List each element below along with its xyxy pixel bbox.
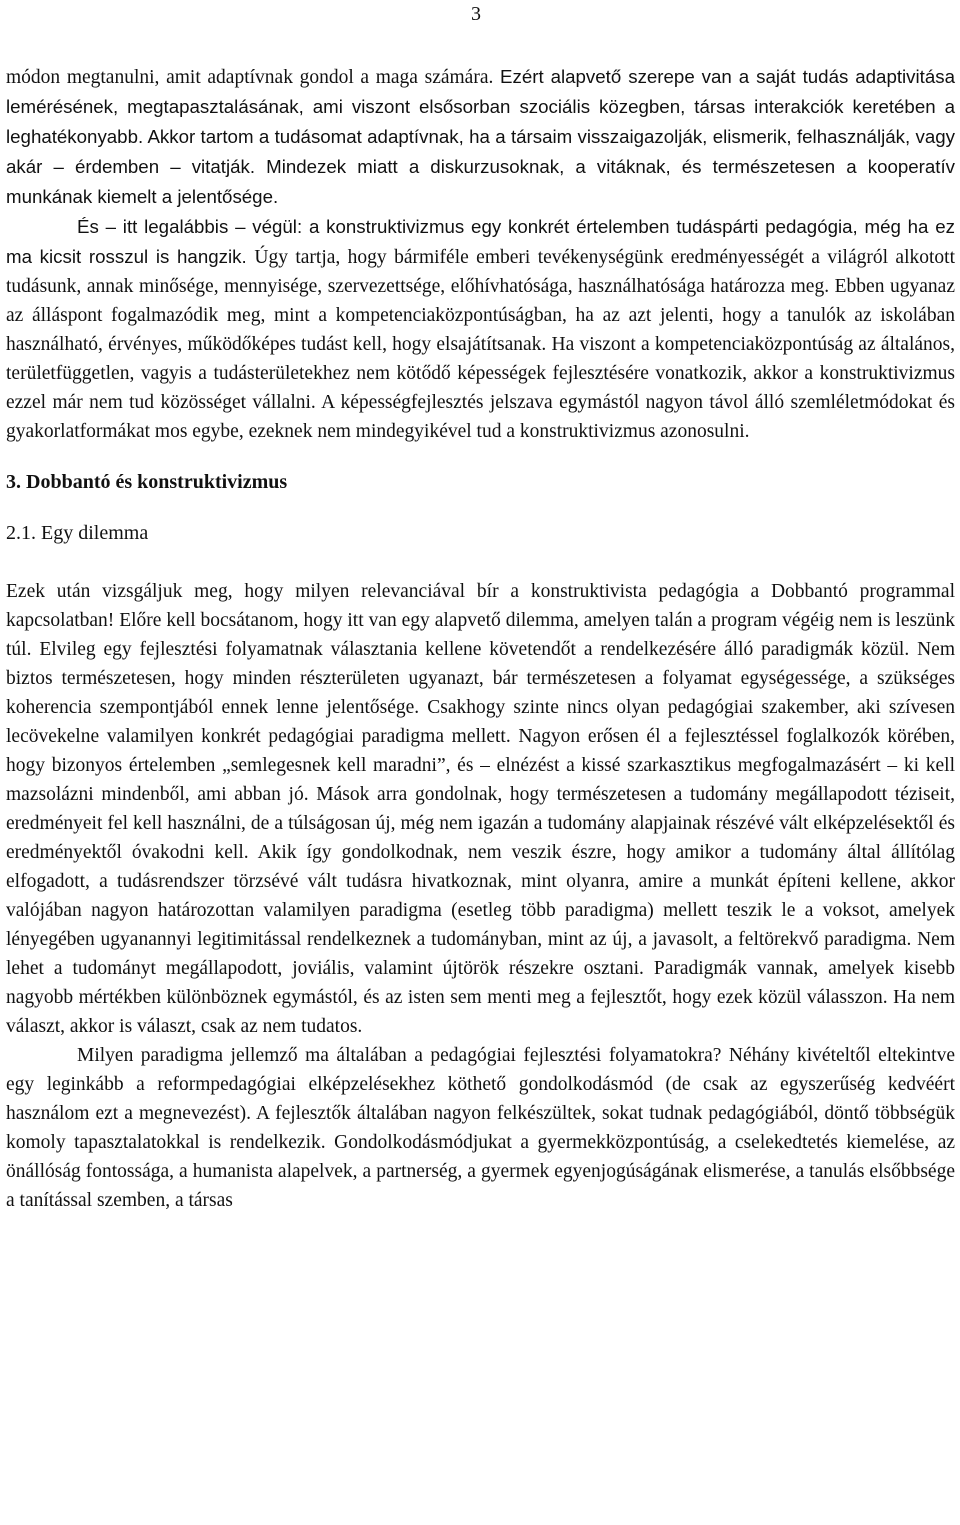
paragraph-adaptive-knowledge-lead: módon megtanulni, amit adaptívnak gondol a maga számára. — [6, 67, 501, 88]
document-body — [6, 62, 955, 1215]
paragraph-knowledge-centered-rest: Úgy tartja, hogy bármiféle emberi tevékenységünk eredményességét a világról alkotott tudásunk, annak minősége, mennyisége, szervezettsége, előhívhatósága, használhatósága határozza meg. Ebben ugyanaz az álláspont fogalmazódik meg, mint a kompetenciaközpontúságban, ha az azt jelenti, hogy a tanulók az iskolában használható, érvényes, működőképes tudást kell, hogy elsajátítsanak. Ha viszont a kompetenciaközpontúság az általános, területfüggetlen, vagyis a tudásterületekhez nem kötődő képességek fejlesztésére vonatkozik, akkor a konstruktivizmus ezzel már nem tud közösséget vállalni. A képességfejlesztés jelszava egymástól nagyon távol álló szemléletmódokat és gyakorlatformákat mos egybe, ezeknek nem mindegyikével tud a konstruktivizmus azonosulni. — [6, 247, 955, 442]
paragraph-knowledge-centered — [6, 212, 955, 446]
paragraph-adaptive-knowledge — [6, 62, 955, 212]
paragraph-paradigm: Milyen paradigma jellemző ma általában a pedagógiai fejlesztési folyamatokra? Néhány kivételtől eltekintve egy leginkább a reformpedagógiai elképzelésekhez köthető gondolkodásmód (de csak az egyszerűség kedvéért használom ezt a megnevezést). A fejlesztők általában nagyon felkészültek, sokat tudnak pedagógiából, döntő többségük komoly tapasztalatokkal is rendelkezik. Gondolkodásmódjukat a gyermekközpontúság, a cselekedtetés kiemelése, az önállóság fontossága, a humanista alapelvek, a partnerség, a gyermek egyenjogúságának elismerése, a tanulás elsőbbsége a tanítással szemben, a társas — [6, 1045, 955, 1211]
spacer — [6, 548, 955, 577]
subsection-heading: 2.1. Egy dilemma — [6, 522, 149, 544]
paragraph-dilemma: Ezek után vizsgáljuk meg, hogy milyen relevanciával bír a konstruktivista pedagógia a Dobbantó programmal kapcsolatban! Előre kell bocsátanom, hogy itt van egy alapvető dilemma, amelyen talán a program végéig nem is leszünk túl. Elvileg egy fejlesztési folyamatnak választania kellene követendőt a rendelkezésére álló paradigmák közül. Nem biztos természetesen, hogy minden részterületen ugyanazt, bár természetesen a folyamat egységessége, a szükséges koherencia szempontjából ennek lenne jelentősége. Csakhogy szinte nincs olyan pedagógiai szakember, aki szívesen lecövekelne valamilyen konkrét pedagógiai paradigma mellett. Nagyon erősen él a fejlesztéssel foglalkozók körében, hogy bizonyos értelemben „semlegesnek kell maradni”, és – elnézést a kissé szarkasztikus megfogalmazásért – ki kell mazsolázni mindenből, ami abban jó. Mások arra gondolnak, hogy természetesen a tudomány megállapodott téziseit, eredményeit fel kell használni, de a túlságosan új, még nem igazán a tudomány alapjainak részévé vált elképzelésektől és eredményektől óvakodni kell. Akik így gondolkodnak, nem veszik észre, hogy amikor a tudomány által állítólag elfogadott, a tudásrendszer törzsévé vált tudásra hivatkoznak, mint olyanra, amire a munkát építeni kellene, akkor valójában nagyon határozottan valamilyen paradigma (esetleg több paradigma) mellett teszik le a voksot, amelyek lényegében ugyanannyi legitimitással rendelkeznek a tudományban, mint az új, a javasolt, a feltörekvő paradigma. Nem lehet a tudományt megállapodott, joviális, valamint újtörök részekre osztani. Paradigmák vannak, amelyek kisebb nagyobb mértékben különböznek egymástól, és az isten sem menti meg a fejlesztőt, hogy ezek közül válasszon. Ha nem választ, akkor is választ, csak az nem tudatos. — [6, 581, 955, 1037]
paragraph-knowledge-centered-lead: És – itt legalábbis – végül: a konstruktivizmus egy konkrét értelemben tudáspárti pedagógia, még ha ez ma kicsit rosszul is hangzik. — [6, 216, 955, 267]
section-heading: 3. Dobbantó és konstruktivizmus — [6, 471, 288, 493]
page-number: 3 — [471, 3, 481, 25]
paragraph-adaptive-knowledge-rest: Ezért alapvető szerepe van a saját tudás adaptivitása lemérésének, megtapasztalásának, ami viszont elsősorban szociális közegben, társas interakciók keretében a leghatékonyabb. Akkor tartom a tudásomat adaptívnak, ha a társaim visszaigazolják, elismerik, felhasználják, vagy akár – érdemben – vitatják. Mindezek miatt a diskurzusoknak, a vitáknak, és természetesen a kooperatív munkának kiemelt a jelentősége. — [6, 66, 956, 207]
